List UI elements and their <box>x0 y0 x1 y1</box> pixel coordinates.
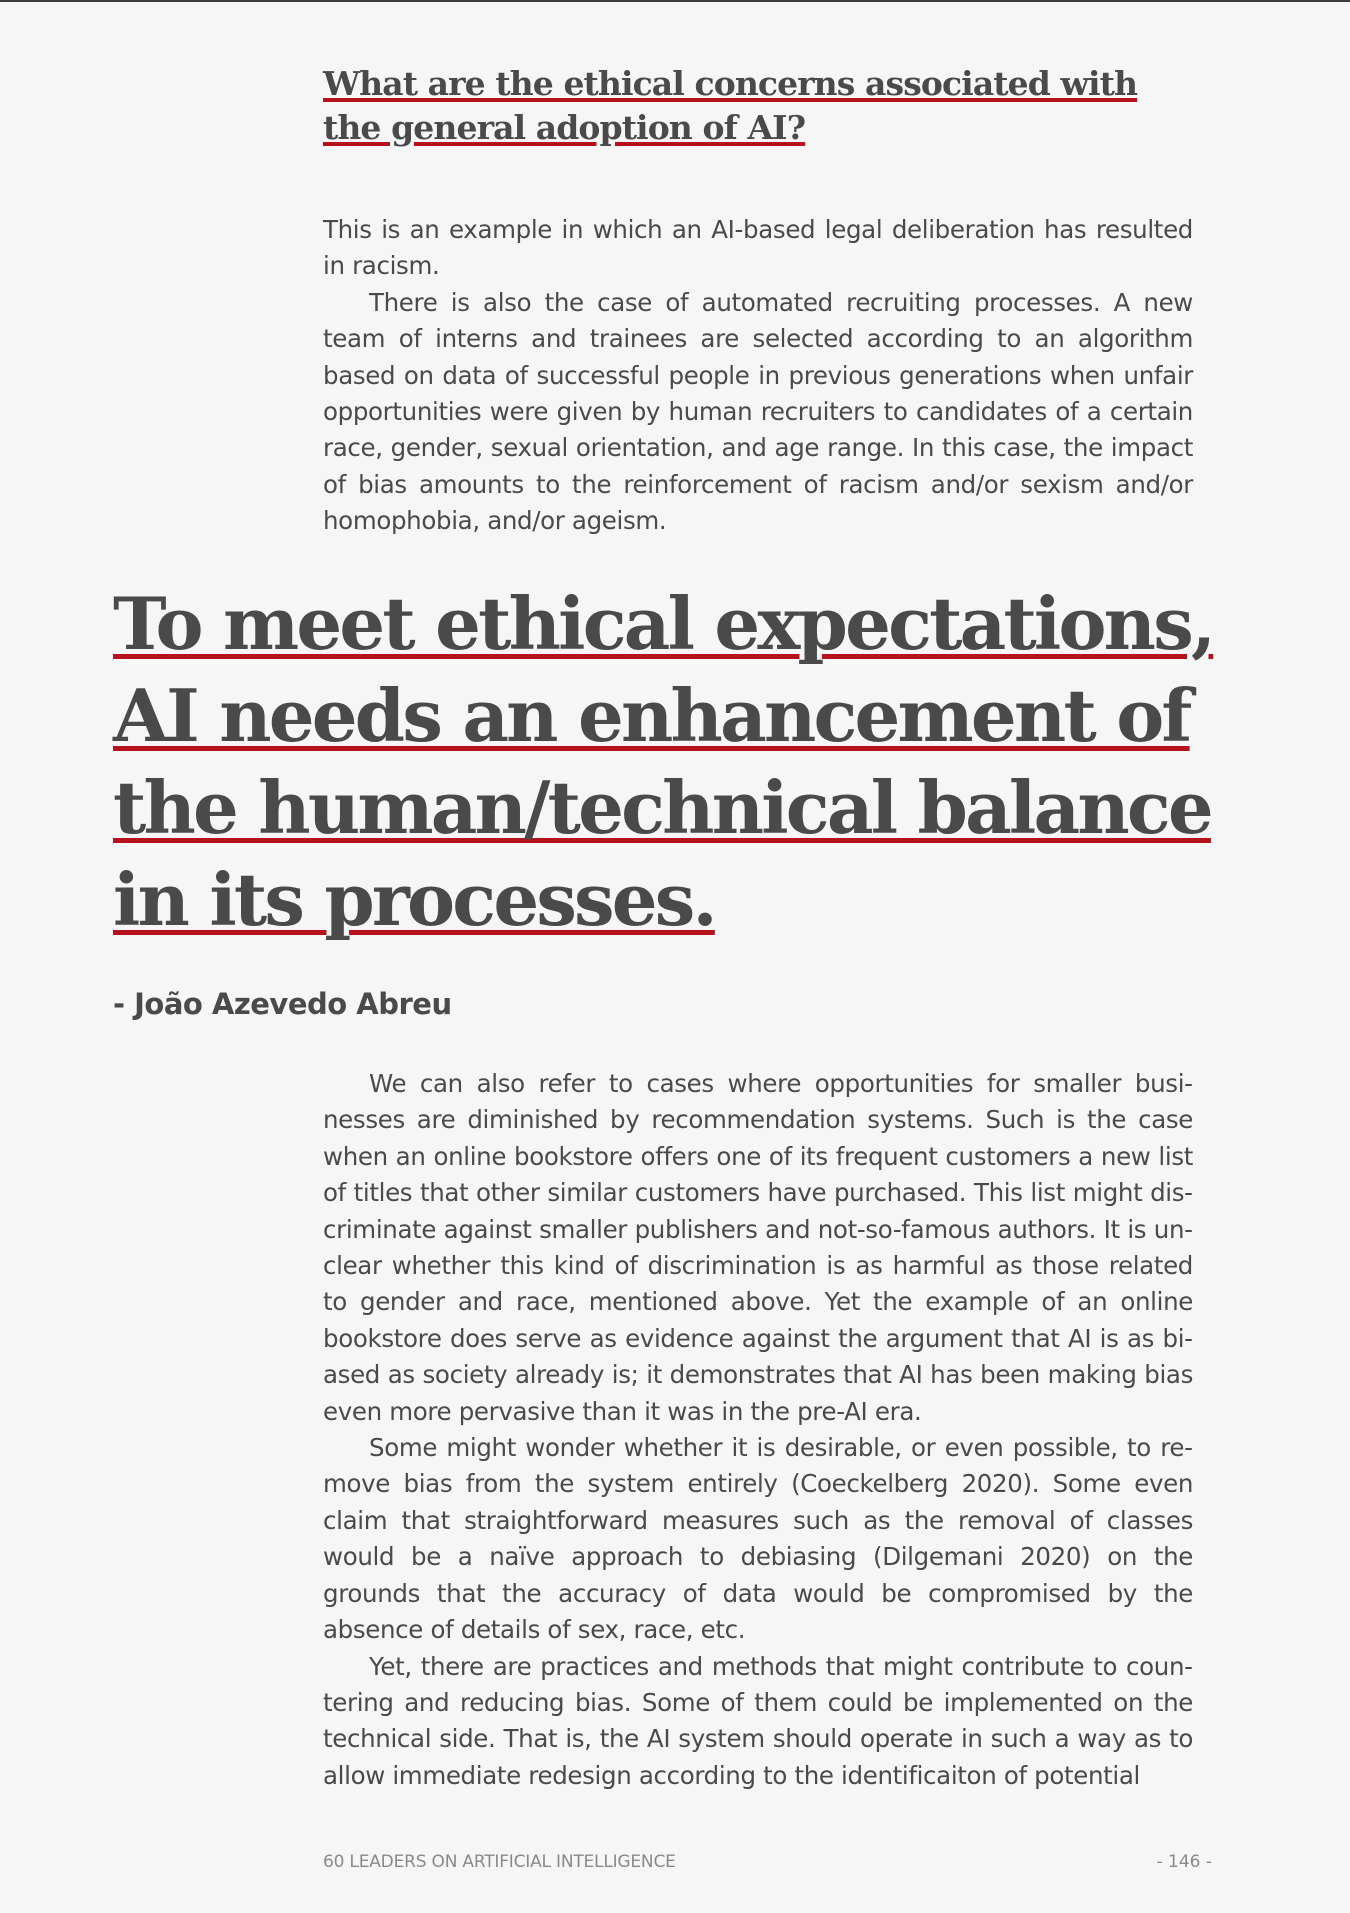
footer-page-number: - 146 - <box>1156 1852 1212 1872</box>
footer-book-title: 60 LEADERS ON ARTIFICIAL INTELLIGENCE <box>323 1852 676 1872</box>
paragraph: There is also the case of automated recruiting processes. A new team of interns and trainees are selected according to an algorithm based on data of successful people in previous generations when unfair opportunities were given by human recruiters to candidates of a certain race, gender, sexual orientation, and age range. In this case, the impact of bias amounts to the reinforcement of racism and/or sexism and/or homophobia, and/or ageism. <box>323 287 1193 536</box>
paragraph: This is an example in which an AI-based legal deliberation has resulted in racism. <box>323 215 1193 281</box>
top-border-rule <box>0 0 1350 2</box>
paragraph: We can also refer to cases where opportunities for smaller businesses are diminished by recommendation systems. Such is the case when an online bookstore offers one of its frequent customers a new list of titles that other similar customers have purchased. This list might discriminate against smaller publishers and not-so-famous authors. It is unclear whether this kind of discrimination is as harmful as those related to gender and race, mentioned above. Yet the example of an online bookstore does serve as evidence against the argument that AI is as biased as society already is; it demonstrates that AI has been making bias even more pervasive than it was in the pre-AI era. <box>323 1069 1193 1426</box>
body-text-top <box>323 212 1193 540</box>
paragraph: Some might wonder whether it is desirable, or even possible, to remove bias from the system entirely (Coeckelberg 2020). Some even claim that straightforward measures such as the removal of classes would be a naïve approach to debiasing (Dilgemani 2020) on the grounds that the accuracy of data would be compromised by the absence of details of sex, race, etc. <box>323 1433 1193 1645</box>
body-text-bottom <box>323 1066 1193 1794</box>
section-heading: What are the ethical concerns associated with the general adoption of AI? <box>323 64 1138 147</box>
pull-quote: To meet ethical expectations, AI needs an enhancement of the human/technical balance in its processes. <box>113 581 1214 942</box>
pull-quote-author: - João Azevedo Abreu <box>113 987 452 1021</box>
paragraph: Yet, there are practices and methods that might contribute to countering and reducing bias. Some of them could be implemented on the technical side. That is, the AI system should operate in such a way as to allow immediate redesign according to the identificaiton of potential <box>323 1651 1193 1790</box>
